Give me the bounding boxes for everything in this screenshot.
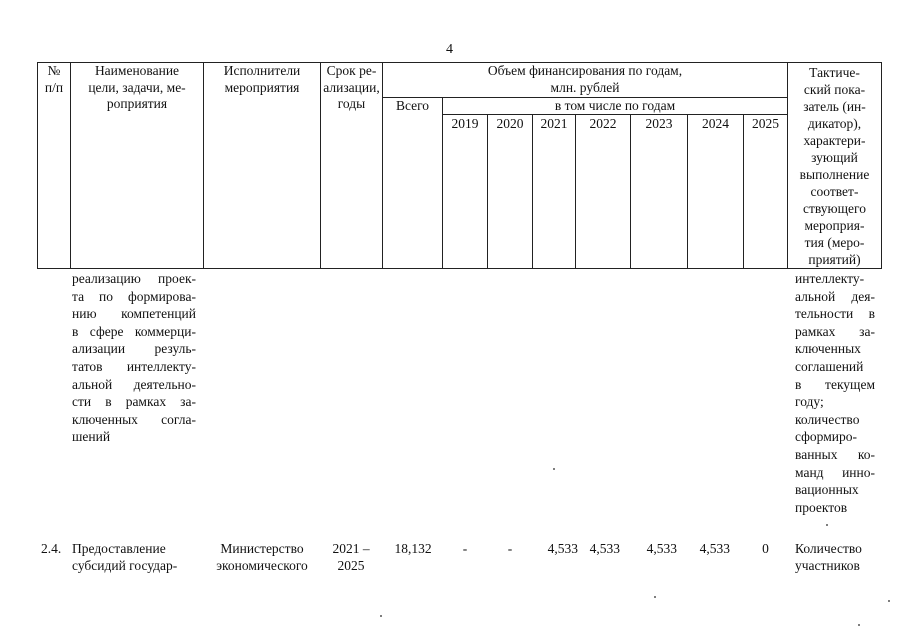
header-year-2023: 2023 bbox=[645, 116, 673, 131]
header-indicator-line: зующий bbox=[811, 150, 858, 165]
header-term-line1: Срок ре- bbox=[326, 63, 377, 78]
continuation-indicator-line: интеллекту- bbox=[795, 271, 865, 286]
header-name-line2: цели, задачи, ме- bbox=[88, 79, 186, 95]
header-indicator-line: мероприя- bbox=[804, 218, 865, 233]
scan-speck bbox=[826, 524, 828, 526]
header-year-2019: 2019 bbox=[451, 116, 479, 131]
continuation-indicator-line: соглашений bbox=[795, 358, 864, 374]
continuation-name-line: ключенных согла- bbox=[72, 411, 196, 427]
scan-speck bbox=[380, 615, 382, 617]
header-executors-line2: мероприятия bbox=[224, 79, 300, 95]
header-name-line3: роприятия bbox=[106, 96, 168, 111]
row-2-4-term bbox=[322, 540, 380, 574]
row-2-4-num: 2.4. bbox=[41, 541, 62, 556]
row-2-4-2019: - bbox=[462, 541, 468, 556]
header-indicator-line: ский пока- bbox=[803, 82, 866, 97]
continuation-indicator-line: проектов bbox=[795, 499, 848, 515]
row-2-4-2025: 0 bbox=[762, 541, 769, 556]
header-indicator-line: ствующего bbox=[803, 201, 866, 216]
row-2-4-indicator bbox=[795, 540, 862, 574]
row-2-4-indicator-line2: участников bbox=[795, 558, 860, 573]
header-indicator-line: соответ- bbox=[810, 184, 859, 199]
header-indicator bbox=[788, 64, 881, 268]
continuation-indicator-line: вационных bbox=[795, 482, 859, 498]
header-including: в том числе по годам bbox=[554, 98, 676, 113]
continuation-name-line: татов интеллекту- bbox=[72, 358, 196, 374]
header-term-line3: годы bbox=[337, 96, 366, 111]
header-year-2024: 2024 bbox=[702, 116, 729, 131]
continuation-indicator-line: манд инно- bbox=[795, 464, 875, 480]
continuation-name-line: сти в рамках за- bbox=[72, 394, 196, 410]
scan-speck bbox=[654, 596, 656, 598]
header-financing-line1: Объем финансирования по годам, bbox=[487, 63, 683, 78]
row-2-4-executor bbox=[208, 540, 316, 574]
header-financing-line2: млн. рублей bbox=[550, 79, 620, 95]
header-indicator-line: характери- bbox=[803, 133, 866, 148]
scan-speck bbox=[553, 468, 555, 470]
header-indicator-line: дикатор), bbox=[807, 116, 862, 131]
continuation-indicator-line: сформиро- bbox=[795, 429, 857, 445]
continuation-name-line: шений bbox=[72, 429, 111, 445]
continuation-indicator-line: альной дея- bbox=[795, 288, 875, 304]
header-num bbox=[38, 63, 70, 96]
page-number: 4 bbox=[446, 42, 453, 57]
row-2-4-2020: - bbox=[507, 541, 513, 556]
continuation-indicator-line: ванных ко- bbox=[795, 446, 875, 462]
row-2-4-term-line2: 2025 bbox=[337, 558, 365, 573]
row-2-4-2023: 4,533 bbox=[646, 541, 677, 556]
header-executors-line1: Исполнители bbox=[223, 63, 301, 78]
row-2-4-name bbox=[72, 540, 177, 574]
scan-speck bbox=[858, 624, 860, 626]
header-term bbox=[321, 63, 382, 113]
row-2-4-2021: 4,533 bbox=[547, 541, 578, 556]
header-num-line1: № bbox=[47, 63, 61, 78]
continuation-indicator-line: количество bbox=[795, 411, 860, 427]
row-2-4-name-line1: Предоставление bbox=[72, 541, 166, 556]
continuation-name-line: реализацию проек- bbox=[72, 271, 196, 286]
header-num-line2: п/п bbox=[44, 79, 64, 95]
continuation-indicator bbox=[795, 270, 875, 516]
row-2-4-executor-line2: экономического bbox=[216, 558, 308, 573]
row-2-4-indicator-line1: Количество bbox=[795, 541, 862, 556]
header-term-line2: ализации, bbox=[323, 79, 380, 95]
continuation-name-line: та по формирова- bbox=[72, 288, 196, 304]
row-2-4-total: 18,132 bbox=[394, 541, 432, 556]
row-2-4-2022: 4,533 bbox=[589, 541, 620, 556]
continuation-name-line: нию компетенций bbox=[72, 306, 196, 322]
continuation-indicator-line: в текущем bbox=[795, 376, 875, 392]
header-year-2021: 2021 bbox=[540, 116, 568, 131]
header-year-2025: 2025 bbox=[752, 116, 779, 131]
header-indicator-line: выполнение bbox=[799, 167, 870, 182]
continuation-name bbox=[72, 270, 196, 446]
row-2-4-term-line1: 2021 – bbox=[332, 541, 370, 556]
header-indicator-line: Тактиче- bbox=[809, 65, 860, 80]
header-name bbox=[71, 63, 203, 113]
row-2-4-2024: 4,533 bbox=[699, 541, 730, 556]
scan-speck bbox=[888, 600, 890, 602]
header-executors bbox=[204, 63, 320, 96]
continuation-name-line: ализации резуль- bbox=[72, 341, 196, 357]
row-2-4-name-line2: субсидий государ- bbox=[72, 558, 178, 573]
header-indicator-line: приятий) bbox=[808, 252, 861, 267]
continuation-indicator-line: тельности в bbox=[795, 306, 875, 322]
header-indicator-line: затель (ин- bbox=[803, 99, 866, 114]
row-2-4-executor-line1: Министерство bbox=[220, 541, 304, 556]
continuation-name-line: альной деятельно- bbox=[72, 376, 196, 392]
header-name-line1: Наименование bbox=[94, 63, 180, 78]
header-indicator-line: тия (меро- bbox=[804, 235, 865, 250]
header-total: Всего bbox=[395, 98, 430, 113]
continuation-name-line: в сфере коммерци- bbox=[72, 323, 196, 339]
header-year-2022: 2022 bbox=[589, 116, 617, 131]
header-financing bbox=[383, 63, 787, 96]
continuation-indicator-line: ключенных bbox=[795, 341, 861, 357]
continuation-indicator-line: рамках за- bbox=[795, 323, 875, 339]
header-year-2020: 2020 bbox=[496, 116, 524, 131]
continuation-indicator-line: году; bbox=[795, 394, 824, 410]
